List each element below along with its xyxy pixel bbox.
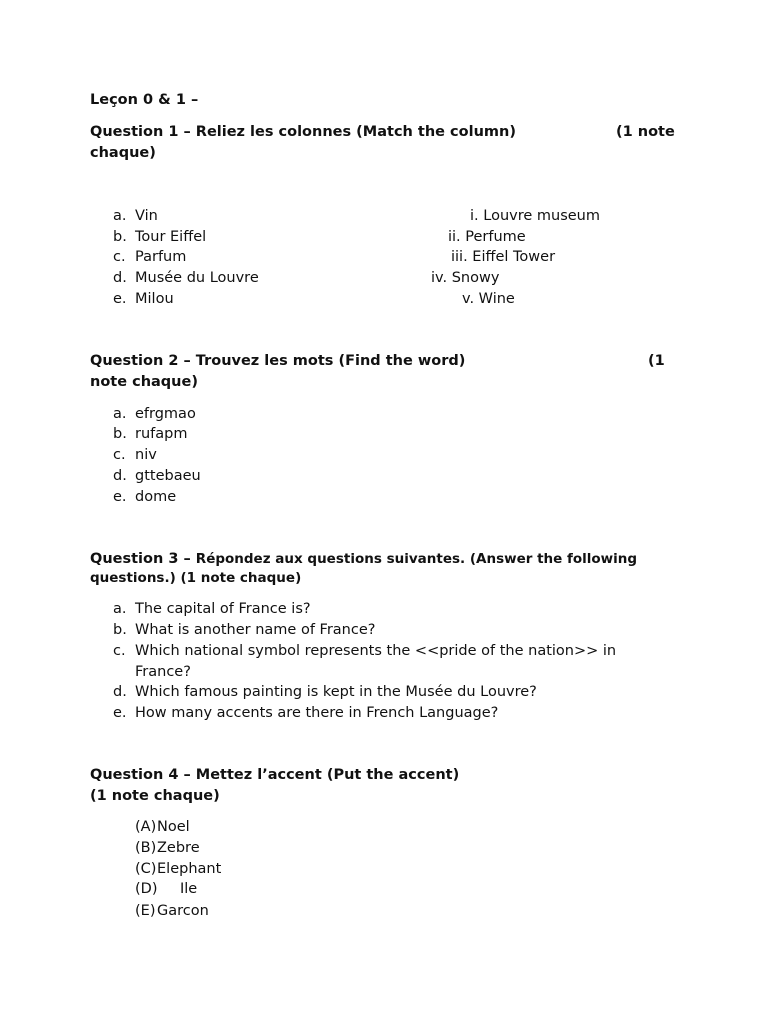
list-item: a. Vin [113,208,158,224]
list-item: e. dome [113,489,177,505]
list-item: e. How many accents are there in French Language? [113,705,499,721]
list-item: a. efrgmao [113,406,196,422]
list-item: b. What is another name of France? [113,622,376,638]
q2-points: (1 [648,353,665,369]
q3-title-continued: questions.) (1 note chaque) [90,570,302,586]
list-item: d. gttebaeu [113,468,201,484]
list-item: e. Milou [113,291,174,307]
list-item: v. Wine [462,291,515,307]
q4-title: Question 4 – Mettez l’accent (Put the accent) [90,767,460,783]
list-item: c. Parfum [113,249,187,265]
list-item: b. rufapm [113,426,188,442]
q4-points: (1 note chaque) [90,788,220,804]
list-item: c. niv [113,447,157,463]
list-item: ii. Perfume [448,229,526,245]
list-item: iii. Eiffel Tower [451,249,556,265]
list-item: i. Louvre museum [470,208,600,224]
list-item: d. Which famous painting is kept in the Musée du Louvre? [113,684,537,700]
list-item: d. Musée du Louvre [113,270,259,286]
list-item: a. The capital of France is? [113,601,311,617]
q2-points-continued: note chaque) [90,374,198,390]
q3-title: Question 3 – Répondez aux questions suivantes. (Answer the following [90,551,638,567]
list-item: iv. Snowy [431,270,500,286]
list-item: (D) Ile [135,881,198,897]
q1-points-continued: chaque) [90,145,156,161]
list-item: b. Tour Eiffel [113,229,207,245]
list-item: (B)Zebre [135,840,200,856]
list-item: c. Which national symbol represents the <<pride of the nation>> in [113,643,617,659]
list-item: (E) Garcon [135,903,209,919]
lesson-title: Leçon 0 & 1 – [90,92,199,108]
list-item-continued: France? [135,664,191,680]
q2-title: Question 2 – Trouvez les mots (Find the word) [90,353,466,369]
list-item: (A)Noel [135,819,190,835]
q1-points: (1 note [616,124,675,140]
list-item: (C)Elephant [135,861,222,877]
q1-title: Question 1 – Reliez les colonnes (Match the column) [90,124,516,140]
